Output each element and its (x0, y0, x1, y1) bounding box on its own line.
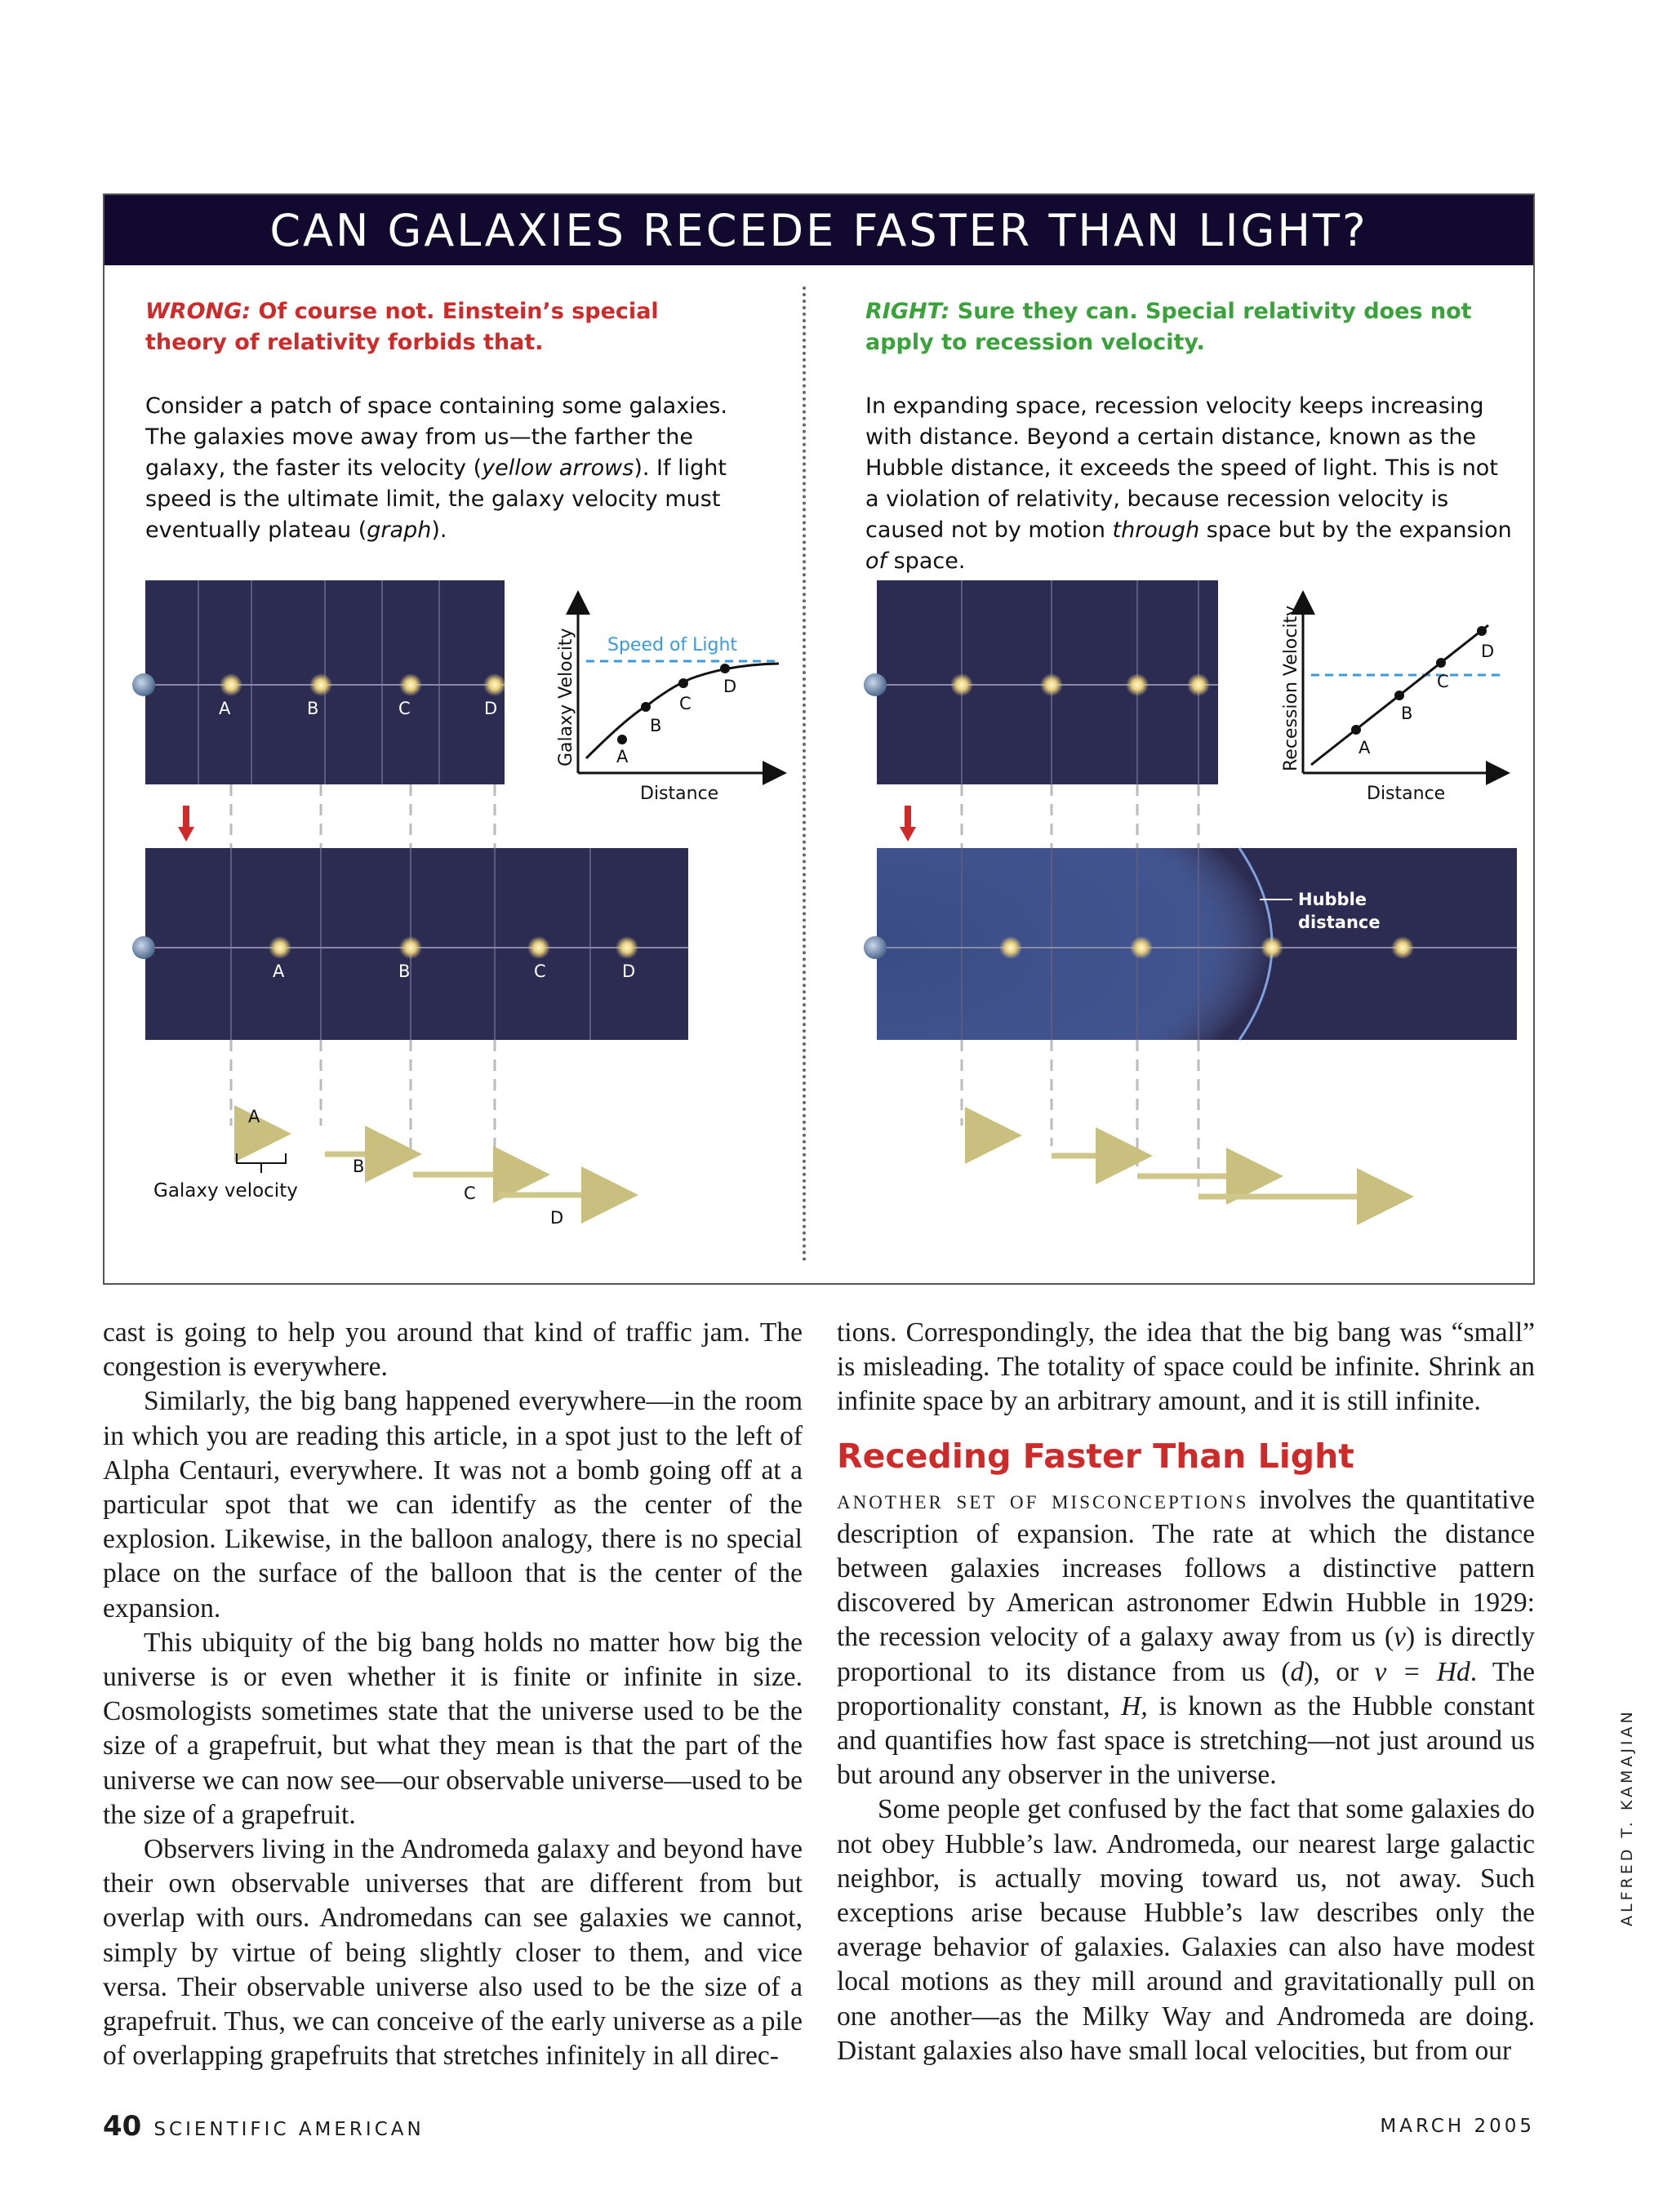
illustrations (104, 195, 1536, 1286)
graph-point (1394, 691, 1404, 700)
paragraph: Similarly, the big bang happened everywhere—in the room in which you are reading this article, in a spot just to the left of Alpha Centauri, everywhere. It was not a bomb going off at a particular spot that we can identify as the center of the explosion. Likewise, in the balloon analogy, there is no special place on the surface of the balloon that is the center of the expansion. (103, 1386, 803, 1623)
galaxy-label: A (219, 699, 231, 718)
hubble-distance-label: distance (1298, 913, 1381, 932)
paragraph: Some people get confused by the fact that some galaxies do not obey Hubble’s law. Andromeda, our nearest large galactic neighbor, is actually moving toward us, not away. Such exceptions arise because Hubble’s law describes only the average behavior of galaxies. Galaxies can also have modest local motions as they mill around and gravitationally pull on one another—as the Milky Way and Andromeda are doing. Distant galaxies also have small local velocities, but from our (837, 1794, 1535, 2066)
earth-icon (864, 673, 887, 696)
velocity-label: A (248, 1107, 260, 1126)
right-claim-text: Sure they can. Special relativity does not apply to recession velocity. (865, 299, 1472, 355)
graph-point-label: C (679, 694, 691, 713)
wrong-tag: WRONG: (145, 299, 251, 324)
velocity-label: B (353, 1157, 365, 1176)
galaxy-icon (399, 673, 422, 696)
galaxy-icon (1261, 936, 1283, 959)
left-graph (556, 595, 782, 804)
hubble-distance-label: Hubble (1298, 890, 1367, 909)
speed-of-light-label: Speed of Light (607, 635, 738, 655)
article-left-column (103, 1316, 803, 2073)
galaxy-label: C (534, 962, 546, 981)
paragraph: Observers living in the Andromeda galaxy and beyond have their own observable universes that are different from but overlap with ours. Andromedans can see galaxies we cannot, simply by virtue of being slightly closer to them, and vice versa. Their observable universe also used to be the size of a grapefruit. Thus, we can conceive of the early universe as a pile of overlapping grapefruits that stretches infinitely in all direc- (103, 1834, 803, 2072)
publication-name: SCIENTIFIC AMERICAN (153, 2119, 425, 2140)
article-right-column (837, 1316, 1535, 2068)
galaxy-icon (950, 673, 973, 696)
image-credit: ALFRED T. KAMAJIAN (1618, 1708, 1636, 1926)
paragraph: tions. Correspondingly, the idea that the big bang was “small” is misleading. The totality of space could be infinite. Shrink an infinite space by an arbitrary amount, and it is still infinite. (837, 1317, 1535, 1417)
issue-date: MARCH 2005 (1380, 2116, 1535, 2137)
graph-point-label: A (1358, 738, 1371, 757)
graph-ylabel: Galaxy Velocity (556, 628, 576, 766)
wrong-claim-text: Of course not. Einstein’s special theory of relativity forbids that. (145, 299, 659, 355)
galaxy-icon (1126, 673, 1149, 696)
sidebar-box (103, 193, 1535, 1285)
galaxy-icon (616, 936, 638, 959)
paragraph: cast is going to help you around that kind of traffic jam. The congestion is everywhere. (103, 1317, 803, 1383)
earth-icon (132, 673, 155, 696)
graph-point-label: D (1481, 642, 1495, 661)
graph-xlabel: Distance (1367, 784, 1446, 804)
velocity-label: D (550, 1208, 564, 1228)
galaxy-icon (1130, 936, 1153, 959)
earth-icon (132, 936, 155, 959)
galaxy-label: B (307, 699, 319, 718)
galaxy-icon (309, 673, 332, 696)
bracket-icon (237, 1153, 286, 1173)
galaxy-icon (269, 936, 291, 959)
graph-point-label: A (616, 747, 629, 766)
galaxy-label: C (398, 699, 411, 718)
graph-point (1351, 725, 1361, 735)
graph-point-label: D (723, 677, 737, 696)
page-number: 40 (103, 2110, 142, 2143)
graph-point (678, 678, 688, 688)
graph-point (720, 664, 730, 673)
galaxy-icon (527, 936, 550, 959)
galaxy-label: A (273, 962, 285, 981)
graph-point-label: B (1401, 704, 1413, 723)
paragraph: This ubiquity of the big bang holds no matter how big the universe is or even whether it is finite or infinite in size. Cosmologists sometimes state that the universe used to be the size of a grapefruit, but what they mean is that the part of the universe we can now see—our observable universe—used to be the size of a grapefruit. (103, 1627, 803, 1830)
galaxy-icon (1187, 673, 1210, 696)
galaxy-icon (483, 673, 506, 696)
wrong-explanation: Consider a patch of space containing some galaxies. The galaxies move away from us—the farther the galaxy, the faster its velocity (yellow arrows). If light speed is the ultimate limit, the galaxy velocity must eventually plateau (graph). (145, 393, 727, 543)
graph-ylabel: Recession Velocity (1281, 605, 1301, 771)
galaxy-icon (220, 673, 242, 696)
galaxy-icon (1391, 936, 1414, 959)
graph-point (617, 735, 627, 744)
sidebar-title: CAN GALAXIES RECEDE FASTER THAN LIGHT? (104, 195, 1533, 265)
graph-point-label: B (650, 716, 662, 735)
graph-point-label: C (1437, 672, 1449, 691)
graph-xlabel: Distance (640, 784, 719, 804)
galaxy-icon (999, 936, 1022, 959)
right-tag: RIGHT: (865, 299, 950, 324)
paragraph: another set of misconceptions involves the quantitative description of expansion. The rate at which the distance between galaxies increases follows a distinctive pattern discovered by American astronomer Edwin Hubble in 1929: the recession velocity of a galaxy away from us (v) is directly proportional to its distance from us (d), or v = Hd. The proportionality constant, H, is known as the Hubble constant and quantifies how fast space is stretching—not just around us but around any observer in the universe. (837, 1484, 1536, 1791)
galaxy-icon (1040, 673, 1063, 696)
velocity-label: C (464, 1184, 476, 1203)
hubble-sphere (877, 848, 1272, 1040)
footer-left (103, 2110, 425, 2143)
galaxy-label: D (622, 962, 636, 981)
right-explanation: In expanding space, recession velocity keeps increasing with distance. Beyond a certain distance, known as the Hubble distance, it exceeds the speed of light. This is not a violation of relativity, because recession velocity is caused not by motion through space but by the expansion of space. (865, 393, 1512, 574)
graph-point (1436, 658, 1446, 668)
galaxy-label: D (484, 699, 498, 718)
galaxy-label: B (398, 962, 411, 981)
graph-point (641, 702, 651, 712)
graph-point (1477, 626, 1487, 636)
section-heading: Receding Faster Than Light (837, 1436, 1354, 1476)
galaxy-velocity-label: Galaxy velocity (153, 1180, 298, 1201)
earth-icon (864, 936, 887, 959)
galaxy-icon (399, 936, 422, 959)
lead-in: another set of misconceptions (837, 1484, 1249, 1515)
right-graph (1281, 595, 1505, 804)
